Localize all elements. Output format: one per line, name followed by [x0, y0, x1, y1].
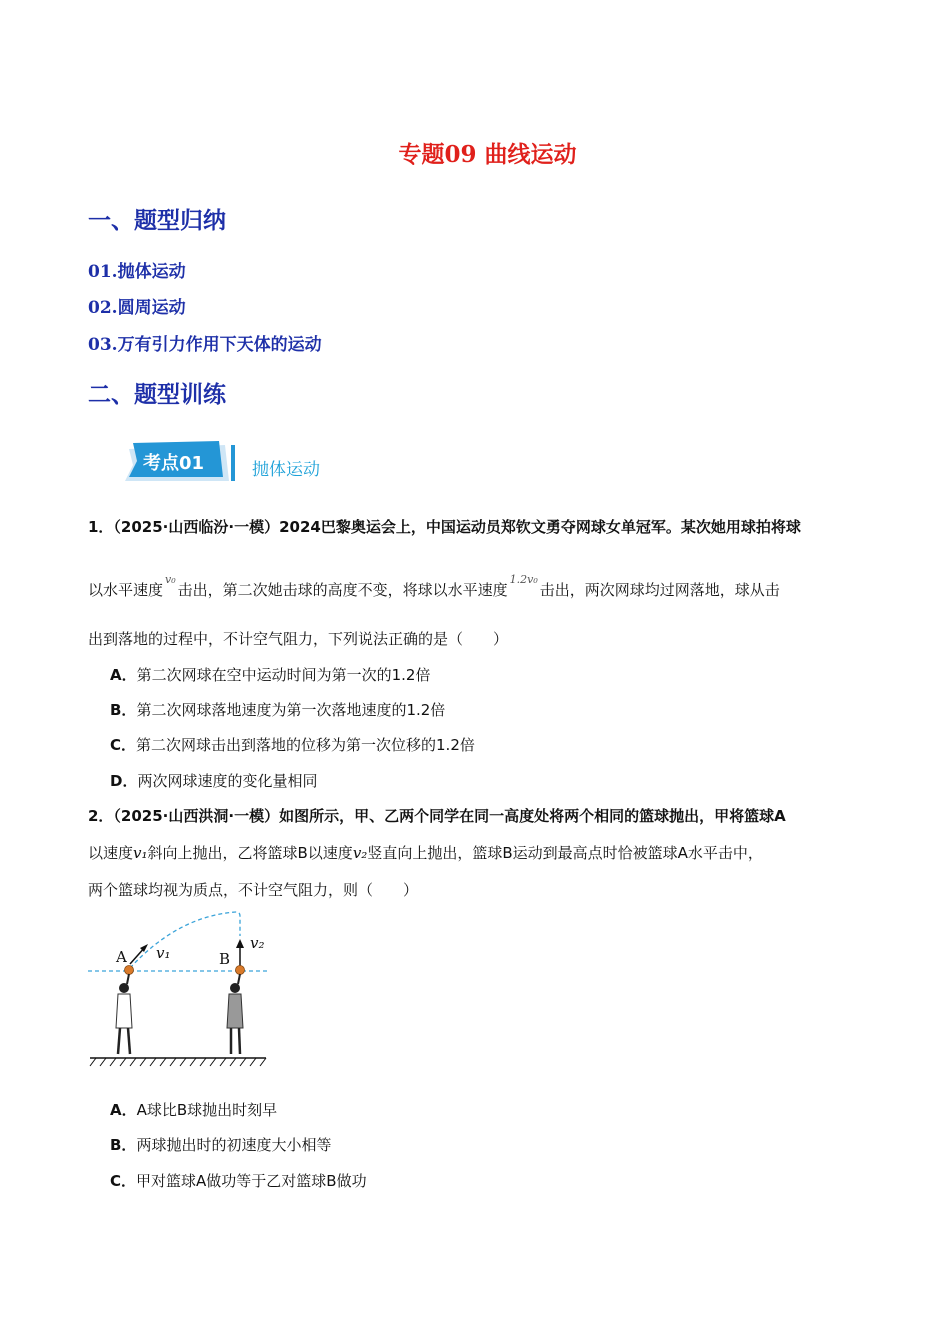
toc-item-3[interactable]: 03.万有引力作用下天体的运动	[88, 335, 322, 355]
q1-option-c[interactable]: C．第二次网球击出到落地的位移为第一次位移的1.2倍	[110, 736, 475, 754]
q1-symbol-v0: v₀	[165, 573, 176, 586]
q1-line-2: 以水平速度$^{v_0}$击出，第二次她击球的高度不变，将球以水平速度$^{1.2v_0}$击出，两次网球均过网落地，球从击	[88, 573, 780, 599]
section-heading-1: 一、题型归纳	[88, 207, 226, 234]
q1-option-b[interactable]: B．第二次网球落地速度为第一次落地速度的1.2倍	[110, 701, 446, 719]
basketball-figure	[88, 906, 273, 1071]
fig-label-a: A	[116, 948, 127, 966]
q2-option-a[interactable]: A．A球比B球抛出时刻早	[110, 1101, 278, 1119]
q2-line-2: 以速度v₁斜向上抛出，乙将篮球B以速度v₂竖直向上抛出，篮球B运动到最高点时恰被篮球A水平击中，	[88, 844, 763, 862]
toc-item-1[interactable]: 01.抛体运动	[88, 262, 186, 282]
q2-line-1: 2．（2025·山西洪洞·一模）如图所示，甲、乙两个同学在同一高度处将两个相同的篮球抛出，甲将篮球A	[88, 807, 786, 825]
fig-label-v1: v₁	[156, 944, 171, 962]
q1-symbol-1-2v0: 1.2v₀	[509, 573, 538, 586]
q1-line-1: 1．（2025·山西临汾·一模）2024巴黎奥运会上，中国运动员郑钦文勇夺网球女单冠军。某次她用球拍将球	[88, 518, 801, 536]
q1-option-d[interactable]: D．两次网球速度的变化量相同	[110, 772, 318, 790]
q2-option-c[interactable]: C．甲对篮球A做功等于乙对篮球B做功	[110, 1172, 367, 1190]
throw-diagram-icon	[88, 906, 273, 1071]
topic-label: 抛体运动	[252, 460, 320, 480]
fig-label-v2: v₂	[250, 934, 265, 952]
page-title: 专题09 曲线运动	[398, 141, 577, 168]
topic-badge	[125, 441, 240, 485]
q2-symbol-v1: v₁	[133, 844, 148, 862]
q2-option-b[interactable]: B．两球抛出时的初速度大小相等	[110, 1136, 332, 1154]
q1-line-3: 出到落地的过程中，不计空气阻力，下列说法正确的是（ ）	[88, 630, 509, 648]
q2-symbol-v2: v₂	[352, 844, 368, 862]
q1-option-a[interactable]: A．第二次网球在空中运动时间为第一次的1.2倍	[110, 666, 431, 684]
fig-label-b: B	[219, 950, 231, 968]
toc-item-2[interactable]: 02.圆周运动	[88, 298, 186, 318]
q2-line-3: 两个篮球均视为质点，不计空气阻力，则（ ）	[88, 881, 419, 899]
section-heading-2: 二、题型训练	[88, 381, 226, 408]
badge-label: 考点01	[143, 453, 205, 474]
